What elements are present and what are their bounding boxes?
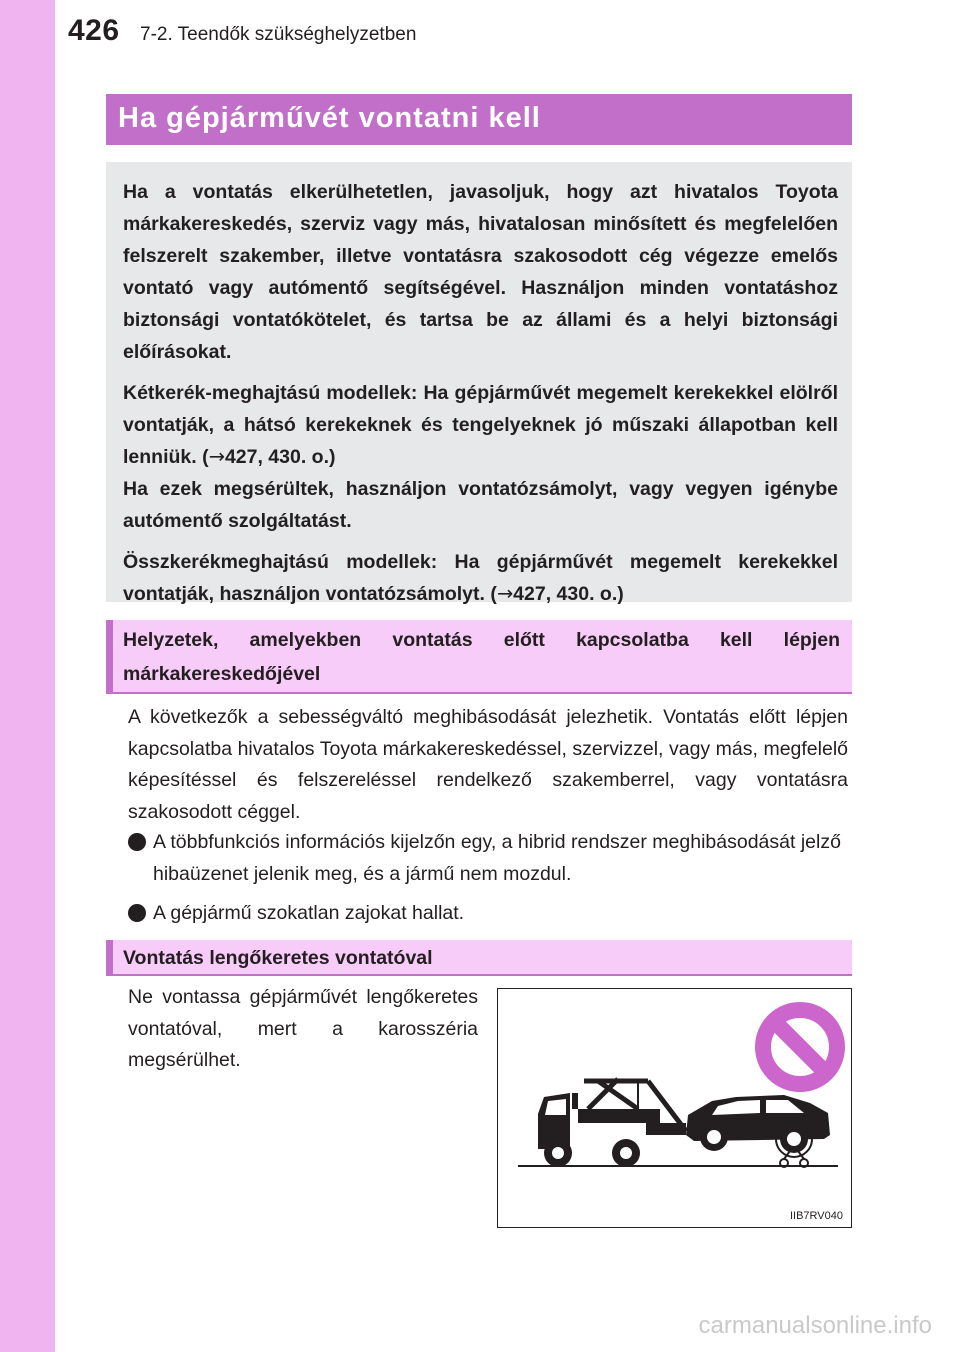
bullet-icon	[128, 833, 146, 851]
title-bar	[106, 94, 852, 145]
bullet-icon	[128, 904, 146, 922]
list-item-text: A gépjármű szokatlan zajokat hallat.	[153, 902, 465, 924]
prohibition-icon	[763, 1010, 837, 1084]
sling-tow-heading: Vontatás lengőkeretes vontatóval	[106, 940, 852, 976]
list-item-text: A többfunkciós információs kijelzőn egy, a hibrid rendszer meghibásodását jelző hibaüzenet jelenik meg, és a jármű nem mozdul.	[153, 831, 841, 885]
page-number: 426	[68, 14, 120, 47]
summary-paragraph-2-continued: Ha ezek megsérültek, használjon vontatózsámolyt, vagy vegyen igénybe autómentő szolgáltatást.	[123, 478, 838, 532]
list-item	[124, 827, 850, 890]
page-reference-arrow-icon: →	[496, 582, 514, 605]
page-reference[interactable]: 427, 430. o.)	[513, 583, 624, 605]
sling-tow-body: Ne vontassa gépjárművét lengőkeretes vontatóval, mert a karosszéria megsérülhet.	[128, 986, 478, 1071]
sling-tow-illustration	[497, 988, 852, 1228]
side-color-strip	[0, 0, 55, 1352]
dealer-contact-heading: Helyzetek, amelyekben vontatás előtt kapcsolatba kell lépjen márkakereskedőjével	[106, 620, 852, 694]
list-item	[124, 898, 850, 930]
page-title: Ha gépjárművét vontatni kell	[118, 102, 541, 134]
page-reference-arrow-icon: →	[208, 445, 225, 468]
summary-box	[106, 162, 852, 605]
summary-paragraph-3	[123, 546, 838, 610]
summary-paragraph-3-text: Összkerékmeghajtású modellek: Ha gépjárművét megemelt kerekekkel vontatják, használjon vontatózsámolyt. (	[123, 551, 838, 605]
summary-paragraph-1: Ha a vontatás elkerülhetetlen, javasoljuk, hogy azt hivatalos Toyota márkakereskedés, szerviz vagy más, hivatalosan minősített és megfelelően felszerelt szakember, illetve vontatásra szakosodott cég végezze emelős vontató vagy autómentő segítségével. Használjon minden vontatáshoz biztonsági vontatókötelet, és tartsa be az állami és a helyi biztonsági előírásokat.	[123, 181, 838, 363]
symptom-list	[124, 827, 850, 930]
section-title: 7-2. Teendők szükséghelyzetben	[140, 24, 417, 45]
summary-paragraph-2-text: Kétkerék-meghajtású modellek: Ha gépjárművét megemelt kerekekkel elölről vontatják, a hátsó kerekeknek és tengelyeknek jó műszaki állapotban kell lenniük. (	[123, 382, 838, 468]
tow-truck-drawing	[498, 989, 850, 1226]
figure-code: IIB7RV040	[789, 1210, 843, 1222]
summary-paragraph-2	[123, 377, 838, 537]
watermark: carmanualsonline.info	[698, 1312, 932, 1339]
page-reference[interactable]: 427, 430. o.)	[224, 446, 336, 468]
dealer-contact-body: A következők a sebességváltó meghibásodását jelezhetik. Vontatás előtt lépjen kapcsolatba hivatalos Toyota márkakereskedéssel, szervizzel, vagy más, megfelelő képesítéssel és felszereléssel rendelkező szakemberrel, vagy vontatásra szakosodott céggel.	[128, 706, 848, 823]
